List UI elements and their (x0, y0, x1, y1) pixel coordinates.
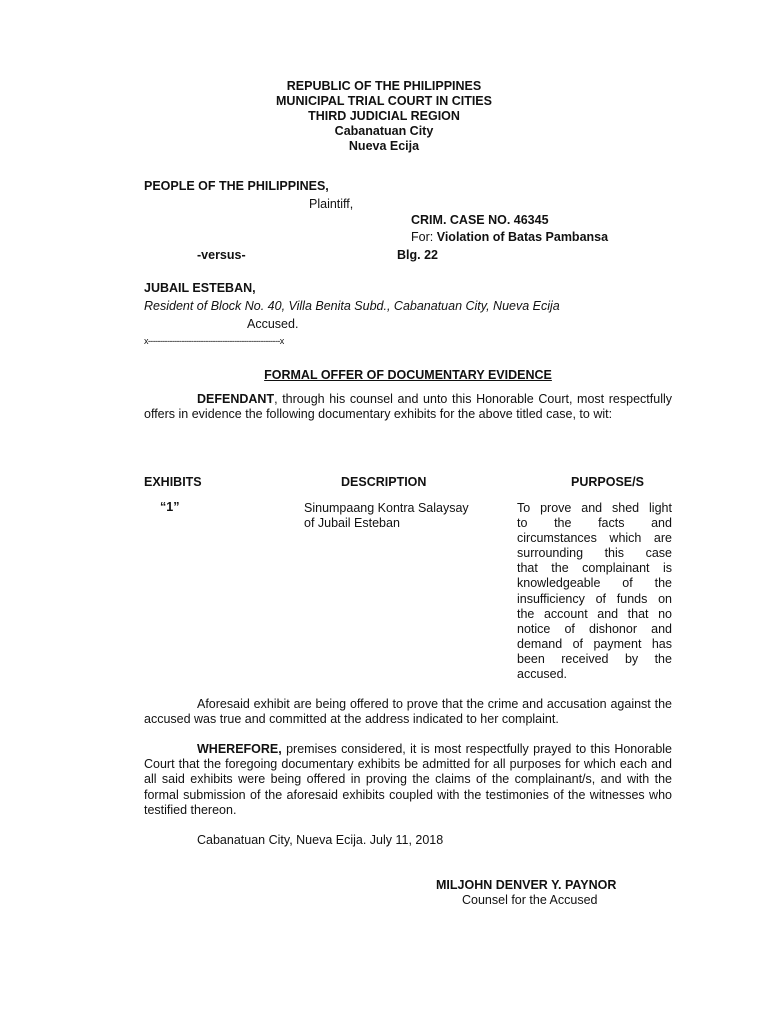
case-for-label: For: (411, 230, 434, 244)
purpose-word: shed (612, 501, 640, 515)
wherefore-text: premises considered, it is most respectfully prayed to this Honorable Court that the foregoing documentary exhibits be admitted for all purposes for which each and all said exhibits were being offered in proving the claims of the complainant/s, and with the formal submission of the aforesaid exhibits coupled with the testimonies of the witnesses who testified thereon. (144, 742, 672, 817)
purpose-word: insufficiency (517, 591, 585, 606)
purpose-word: this (604, 546, 625, 561)
purpose-word: notice (517, 621, 551, 636)
date-line: Cabanatuan City, Nueva Ecija. July 11, 2018 (197, 833, 444, 847)
purpose-word: which (609, 531, 642, 546)
purpose-line (517, 622, 672, 637)
purpose-word: facts (598, 516, 625, 531)
case-number: CRIM. CASE NO. 46345 (411, 213, 549, 227)
purpose-word: complainant (582, 561, 650, 576)
purpose-word: the (554, 516, 572, 531)
purpose-word: and (651, 621, 672, 636)
plaintiff-name: PEOPLE OF THE PHILIPPINES, (144, 179, 329, 193)
purpose-line (517, 637, 672, 652)
purpose-word: has (651, 636, 672, 651)
header-region: THIRD JUDICIAL REGION (308, 109, 460, 123)
purpose-word: and (581, 501, 603, 515)
wherefore-lead: WHEREFORE, (197, 742, 282, 756)
purpose-word: the (654, 651, 672, 666)
purpose-word: of (622, 576, 633, 591)
caption-separator: x-------------------------------------------------------x (144, 336, 284, 346)
document-title: FORMAL OFFER OF DOCUMENTARY EVIDENCE (264, 368, 552, 382)
purpose-word: that (517, 561, 538, 576)
header-description: DESCRIPTION (341, 475, 427, 489)
purpose-word: by (624, 651, 639, 666)
counsel-name: MILJOHN DENVER Y. PAYNOR (436, 878, 617, 892)
purpose-word: circumstances (517, 531, 597, 546)
purpose-word: To (517, 501, 531, 515)
accused-role: Accused. (247, 317, 299, 331)
header-purpose: PURPOSE/S (571, 475, 644, 489)
accused-name: JUBAIL ESTEBAN, (144, 281, 256, 295)
purpose-word: light (649, 501, 672, 515)
purpose-line (517, 652, 672, 667)
case-for-value: Violation of Batas Pambansa (436, 230, 609, 244)
header-exhibits: EXHIBITS (144, 475, 202, 489)
exhibit-number: “1” (160, 500, 180, 514)
intro-text: , through his counsel and unto this Honorable Court, most respectfully offers in evidence the following documentary exhibits for the above titled case, to wit: (144, 392, 672, 422)
counsel-role: Counsel for the Accused (462, 893, 598, 907)
court-header (0, 79, 768, 154)
purpose-line (517, 607, 672, 622)
purpose-word: prove (540, 501, 572, 515)
purpose-line (517, 561, 672, 576)
purpose-word: case (645, 546, 672, 561)
purpose-word: of (564, 621, 575, 636)
purpose-word: account (543, 606, 588, 621)
purpose-line (517, 576, 672, 591)
purpose-word: the (517, 606, 535, 621)
purpose-word: knowledgeable (517, 576, 601, 591)
purpose-word: demand (517, 636, 563, 651)
purpose-word: and (651, 516, 672, 531)
accused-address: Resident of Block No. 40, Villa Benita Subd., Cabanatuan City, Nueva Ecija (144, 299, 560, 313)
case-for-value-2: Blg. 22 (397, 248, 438, 262)
exhibit-description-line1: Sinumpaang Kontra Salaysay (304, 501, 469, 515)
wherefore-paragraph (144, 742, 672, 818)
purpose-word: to (517, 516, 528, 531)
purpose-word: the (551, 561, 569, 576)
purpose-word: dishonor (589, 621, 637, 636)
purpose-word: are (653, 531, 672, 546)
exhibit-description-line2: of Jubail Esteban (304, 516, 400, 530)
purpose-word: on (658, 591, 672, 606)
purpose-word: surrounding (517, 546, 584, 561)
purpose-word: received (561, 651, 609, 666)
purpose-word: of (572, 636, 584, 651)
purpose-word: of (595, 591, 607, 606)
purpose-word: payment (593, 636, 642, 651)
versus-label: -versus- (197, 248, 246, 262)
case-for (411, 230, 608, 245)
purpose-line (517, 546, 672, 561)
purpose-line (517, 592, 672, 607)
intro-paragraph (144, 392, 672, 422)
purpose-word: no (658, 606, 672, 621)
purpose-line (517, 531, 672, 546)
purpose-word: and (597, 606, 619, 621)
purpose-word: the (654, 576, 672, 591)
purpose-word: that (627, 606, 649, 621)
purpose-line (517, 516, 672, 531)
aforesaid-paragraph: Aforesaid exhibit are being offered to prove that the crime and accusation against the accused was true and committed at the address indicated to her complaint. (144, 697, 672, 727)
header-province: Nueva Ecija (348, 139, 420, 153)
header-republic: REPUBLIC OF THE PHILIPPINES (286, 79, 482, 93)
purpose-word: is (662, 561, 672, 576)
header-court: MUNICIPAL TRIAL COURT IN CITIES (276, 94, 492, 108)
exhibit-purpose (517, 501, 672, 682)
purpose-word: been (517, 651, 545, 666)
intro-lead: DEFENDANT (197, 392, 275, 406)
plaintiff-role: Plaintiff, (309, 197, 354, 211)
purpose-word: funds (616, 591, 648, 606)
purpose-line (517, 501, 672, 516)
header-city: Cabanatuan City (334, 124, 434, 138)
purpose-line: accused. (517, 667, 568, 682)
